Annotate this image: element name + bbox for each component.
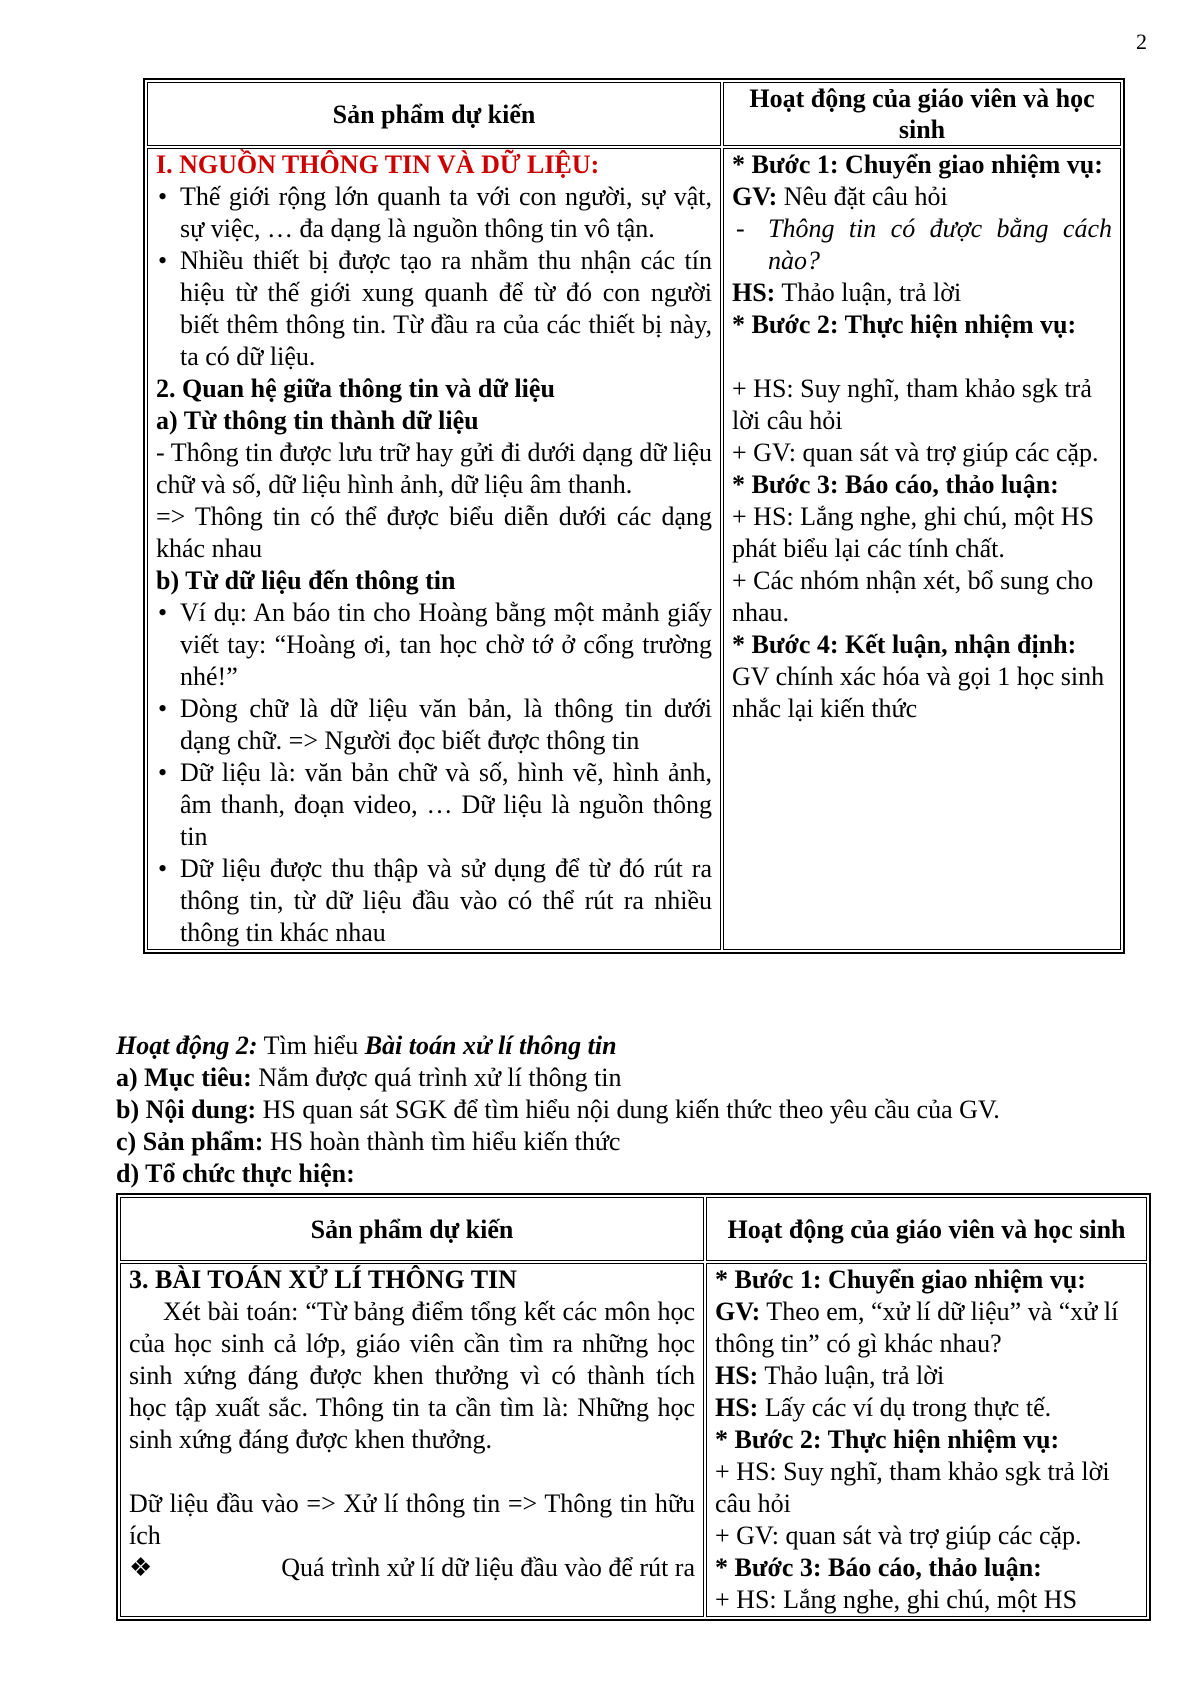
step-4: * Bước 4: Kết luận, nhận định:: [732, 630, 1077, 659]
objective-line: [116, 1062, 1156, 1094]
product-line: [116, 1126, 1156, 1158]
item-label: d) Tổ chức thực hiện:: [116, 1159, 355, 1188]
hs-text: Thảo luận, trả lời: [775, 278, 962, 307]
header-activities: Hoạt động của giáo viên và học sinh: [706, 1197, 1147, 1261]
activity-2-section: [116, 1030, 1156, 1190]
list-item: • Dữ liệu là: văn bản chữ và số, hình vẽ, hình ảnh, âm thanh, đoạn video, … Dữ liệu là nguồn thông tin: [180, 757, 712, 853]
paragraph: Xét bài toán: “Từ bảng điểm tổng kết các môn học của học sinh cả lớp, giáo viên cần tìm ra những học sinh xứng đáng được khen thưởng vì có thành tích học tập xuất sắc. Thông tin ta cần tìm là: Những học sinh xứng đáng được khen thưởng.: [129, 1297, 695, 1454]
bullet-list: [156, 181, 712, 373]
paragraph: Quá trình xử lí dữ liệu đầu vào để rút ra: [281, 1553, 695, 1582]
hs-text: Thảo luận, trả lời: [758, 1361, 945, 1390]
paragraph: + Các nhóm nhận xét, bổ sung cho nhau.: [732, 566, 1094, 627]
paragraph: [715, 1392, 1138, 1424]
diamond-bullet-icon: ❖: [129, 1553, 153, 1582]
hs-label: HS:: [715, 1361, 759, 1390]
step-2: * Bước 2: Thực hiện nhiệm vụ:: [715, 1425, 1060, 1454]
paragraph: [715, 1296, 1138, 1360]
hs-label: HS:: [732, 278, 776, 307]
item-label: b) Nội dung:: [116, 1095, 257, 1124]
gv-label: GV:: [715, 1297, 761, 1326]
paragraph: - Thông tin được lưu trữ hay gửi đi dưới dạng dữ liệu chữ và số, dữ liệu hình ảnh, dữ liệu âm thanh.: [156, 438, 712, 499]
list-item: • Nhiều thiết bị được tạo ra nhằm thu nhận các tín hiệu từ thế giới xung quanh để từ đó con người biết thêm thông tin. Từ đầu ra của các thiết bị này, ta có dữ liệu.: [180, 245, 712, 373]
hs-label: HS:: [715, 1393, 759, 1422]
paragraph: Dữ liệu đầu vào => Xử lí thông tin => Thông tin hữu ích: [129, 1489, 695, 1550]
item-text: HS quan sát SGK để tìm hiểu nội dung kiến thức theo yêu cầu của GV.: [256, 1095, 1000, 1124]
activity-text: Tìm hiểu: [257, 1031, 365, 1060]
paragraph: [732, 277, 1112, 309]
activity-label: Hoạt động 2:: [116, 1031, 258, 1060]
subsection-heading: a) Từ thông tin thành dữ liệu: [156, 406, 479, 435]
paragraph: + HS: Lắng nghe, ghi chú, một HS phát biểu lại các tính chất.: [732, 502, 1095, 563]
step-3: * Bước 3: Báo cáo, thảo luận:: [715, 1553, 1042, 1582]
paragraph: + HS: Lắng nghe, ghi chú, một HS: [715, 1585, 1078, 1614]
products-cell: [120, 1263, 704, 1617]
diamond-bullet-line: [129, 1552, 695, 1584]
item-text: HS hoàn thành tìm hiểu kiến thức: [263, 1127, 621, 1156]
paragraph: + GV: quan sát và trợ giúp các cặp.: [732, 438, 1099, 467]
paragraph: + HS: Suy nghĩ, tham khảo sgk trả lời câu hỏi: [732, 374, 1092, 435]
table-row: [147, 148, 1121, 950]
list-item: • Dữ liệu được thu thập và sử dụng để từ đó rút ra thông tin, từ dữ liệu đầu vào có thể rút ra nhiều thông tin khác nhau: [180, 853, 712, 949]
item-text: Nắm được quá trình xử lí thông tin: [251, 1063, 622, 1092]
step-1: * Bước 1: Chuyển giao nhiệm vụ:: [732, 150, 1103, 179]
content-line: [116, 1094, 1156, 1126]
gv-text: Nêu đặt câu hỏi: [777, 182, 948, 211]
activities-cell: [723, 148, 1121, 950]
step-1: * Bước 1: Chuyển giao nhiệm vụ:: [715, 1265, 1086, 1294]
paragraph: [715, 1360, 1138, 1392]
activity-heading: [116, 1030, 1156, 1062]
gv-text: Theo em, “xử lí dữ liệu” và “xử lí thông tin” có gì khác nhau?: [715, 1297, 1119, 1358]
list-item: - Thông tin có được bằng cách nào?: [768, 213, 1112, 277]
paragraph: GV chính xác hóa và gọi 1 học sinh nhắc lại kiến thức: [732, 662, 1105, 723]
paragraph: + GV: quan sát và trợ giúp các cặp.: [715, 1521, 1082, 1550]
hs-text: Lấy các ví dụ trong thực tế.: [758, 1393, 1052, 1422]
table-header-row: [147, 82, 1121, 146]
list-item: • Dòng chữ là dữ liệu văn bản, là thông tin dưới dạng chữ. => Người đọc biết được thông tin: [180, 693, 712, 757]
activity-topic: Bài toán xử lí thông tin: [364, 1031, 617, 1060]
item-label: a) Mục tiêu:: [116, 1063, 252, 1092]
step-2: * Bước 2: Thực hiện nhiệm vụ:: [732, 310, 1077, 339]
table-header-row: [120, 1197, 1147, 1261]
header-activities: Hoạt động của giáo viên và học sinh: [723, 82, 1121, 146]
products-cell: [147, 148, 721, 950]
list-item: • Ví dụ: An báo tin cho Hoàng bằng một mảnh giấy viết tay: “Hoàng ơi, tan học chờ tớ ở cổng trường nhé!”: [180, 597, 712, 693]
list-item: • Thế giới rộng lớn quanh ta với con người, sự vật, sự việc, … đa dạng là nguồn thông tin vô tận.: [180, 181, 712, 245]
question-list: [732, 213, 1112, 277]
bullet-list: [156, 597, 712, 949]
paragraph: => Thông tin có thể được biểu diễn dưới các dạng khác nhau: [156, 502, 712, 563]
gv-label: GV:: [732, 182, 778, 211]
activities-cell: [706, 1263, 1147, 1617]
header-products: Sản phẩm dự kiến: [147, 82, 721, 146]
item-label: c) Sản phẩm:: [116, 1127, 264, 1156]
lesson-table-1: [143, 78, 1125, 954]
section-title: 3. BÀI TOÁN XỬ LÍ THÔNG TIN: [129, 1265, 517, 1294]
paragraph: + HS: Suy nghĩ, tham khảo sgk trả lời câu hỏi: [715, 1457, 1110, 1518]
page-number: 2: [1136, 29, 1147, 54]
step-3: * Bước 3: Báo cáo, thảo luận:: [732, 470, 1059, 499]
table-row: [120, 1263, 1147, 1617]
header-products: Sản phẩm dự kiến: [120, 1197, 704, 1261]
section-title: I. NGUỒN THÔNG TIN VÀ DỮ LIỆU:: [156, 150, 600, 179]
subsection-heading: b) Từ dữ liệu đến thông tin: [156, 566, 456, 595]
lesson-table-2: [116, 1193, 1151, 1621]
subsection-heading: 2. Quan hệ giữa thông tin và dữ liệu: [156, 374, 555, 403]
paragraph: [732, 181, 1112, 213]
organization-line: [116, 1158, 1156, 1190]
